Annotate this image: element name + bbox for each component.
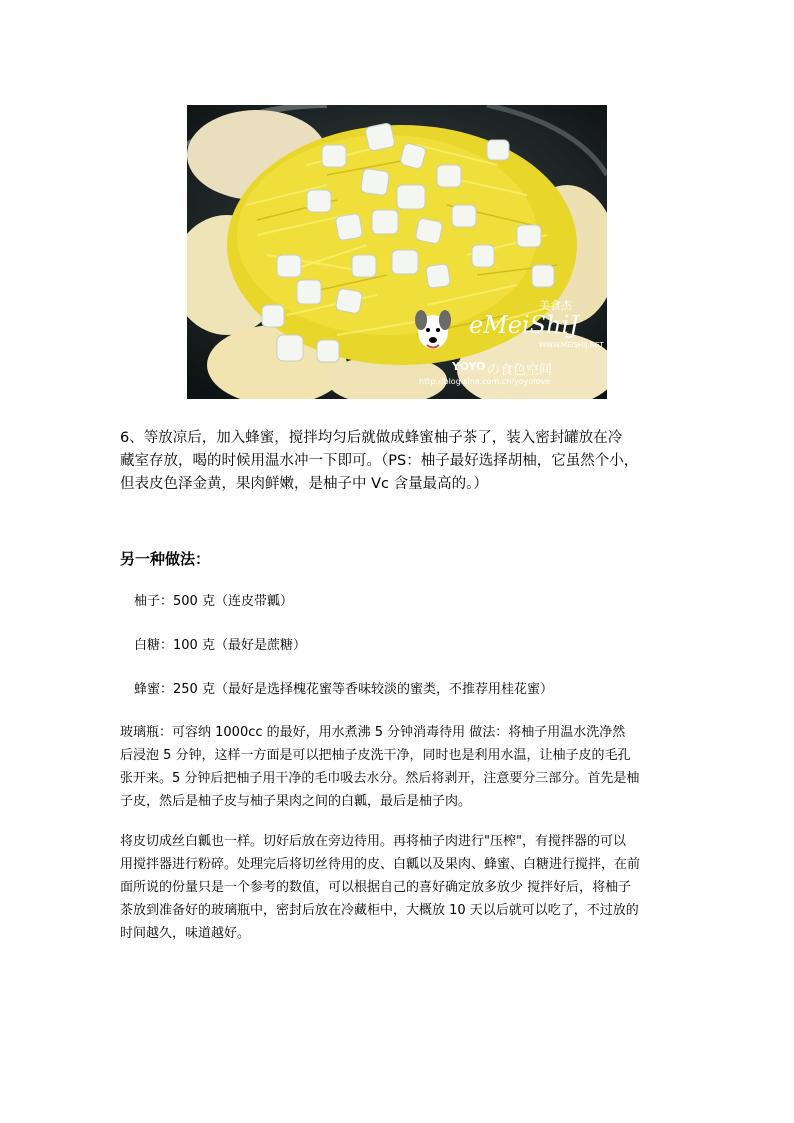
watermark-sub-cn: の食色空间 [487,363,553,378]
step-6-line: 藏室存放，喝的时候用温水冲一下即可。（PS：柚子最好选择胡柚，它虽然个小， [120,453,639,469]
watermark-brand: eMeiShiJ [469,311,579,339]
method-line: 将皮切成丝白瓤也一样。切好后放在旁边待用。再将柚子肉进行"压榨"，有搅拌器的可以 [120,834,626,849]
method-line: 后浸泡 5 分钟，这样一方面是可以把柚子皮洗干净，同时也是利用水温，让柚子皮的毛孔 [120,748,631,763]
recipe-photo [187,105,607,399]
method-paragraph-2 [120,830,680,945]
ingredient-sugar: 白糖：100 克（最好是蔗糖） [134,638,306,653]
method-line: 用搅拌器进行粉碎。处理完后将切丝待用的皮、白瓤以及果肉、蜂蜜、白糖进行搅拌，在前 [120,857,641,872]
photo-illustration [187,105,607,399]
step-6-line: 6、等放凉后，加入蜂蜜，搅拌均匀后就做成蜂蜜柚子茶了，装入密封罐放在冷 [120,430,623,446]
method-line: 玻璃瓶：可容纳 1000cc 的最好，用水煮沸 5 分钟消毒待用 做法：将柚子用温水洗净然 [120,725,626,740]
step-6-paragraph [120,427,680,496]
alt-method-heading: 另一种做法： [120,550,211,568]
method-line: 张开来。5 分钟后把柚子用干净的毛巾吸去水分。然后将剥开，注意要分三部分。首先是柚 [120,771,640,786]
method-line: 时间越久，味道越好。 [120,926,251,941]
watermark-url: http://blog.sina.com.cn/yoyolove [419,377,551,386]
ingredient-pomelo: 柚子：500 克（连皮带瓤） [134,594,293,609]
watermark-sub: YOYO [452,360,486,373]
watermark-domain: WWW.MEISHIJ.NET [539,341,604,349]
method-line: 茶放到准备好的玻璃瓶中，密封后放在冷藏柜中，大概放 10 天以后就可以吃了，不过放的 [120,903,639,918]
watermark-brand-cn: 美食杰 [539,299,572,312]
method-paragraph-1 [120,721,680,813]
step-6-line: 但表皮色泽金黄，果肉鲜嫩，是柚子中 Vc 含量最高的。） [120,476,488,492]
method-line: 子皮，然后是柚子皮与柚子果肉之间的白瓤，最后是柚子肉。 [120,794,472,809]
ingredient-honey: 蜂蜜：250 克（最好是选择槐花蜜等香味较淡的蜜类，不推荐用桂花蜜） [134,682,553,697]
method-line: 面所说的份量只是一个参考的数值，可以根据自己的喜好确定放多放少 搅拌好后，将柚子 [120,880,632,895]
